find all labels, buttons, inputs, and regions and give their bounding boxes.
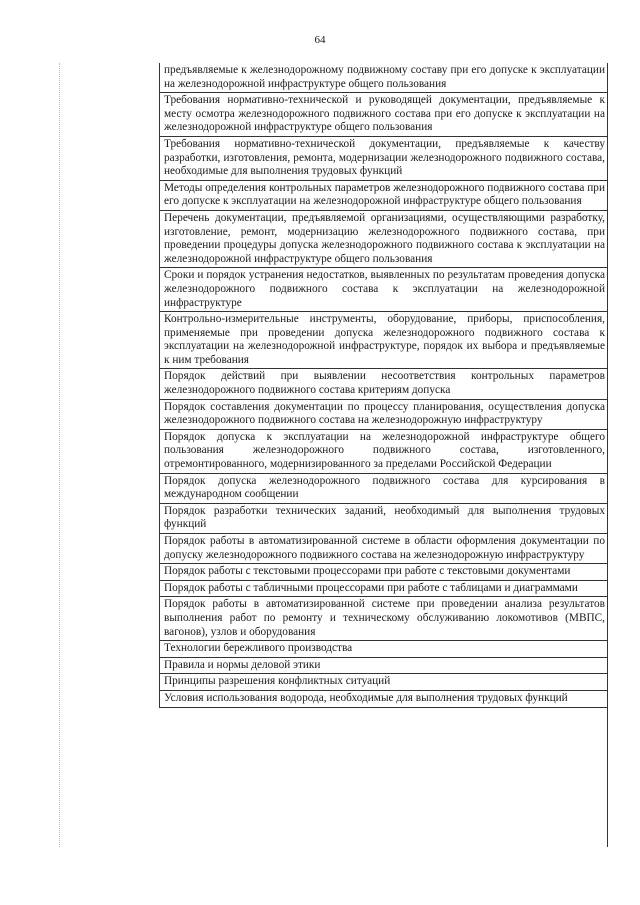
row-content-cell: [160, 581, 608, 598]
row-text: Принципы разрешения конфликтных ситуаций: [160, 674, 607, 691]
table-row: [59, 581, 607, 598]
row-text: Контрольно-измерительные инструменты, оборудование, приборы, приспособления, применяемые при проведении допуска железнодорожного подвижного состава к эксплуатации на железнодорожной инфраструктуре, порядок их выбора и предъявляемые к ним требования: [160, 312, 607, 369]
row-label-cell: [59, 581, 160, 598]
row-label-cell: [59, 691, 160, 708]
row-content-cell: [160, 211, 608, 268]
row-content-cell: [160, 369, 608, 399]
row-content-cell: [160, 312, 608, 369]
row-label-cell: [59, 430, 160, 474]
row-text: Методы определения контрольных параметров железнодорожного подвижного состава при его допуске к эксплуатации на железнодорожной инфраструктуре общего пользования: [160, 181, 607, 211]
table-row: [59, 564, 607, 581]
table-row: [59, 93, 607, 137]
row-text: Порядок действий при выявлении несоответствия контрольных параметров железнодорожного подвижного состава критериям допуска: [160, 369, 607, 399]
table-row: [59, 474, 607, 504]
knowledge-table: [59, 63, 607, 708]
row-text: Порядок составления документации по процессу планирования, осуществления допуска железнодорожного подвижного состава на железнодорожную инфраструктуру: [160, 400, 607, 430]
row-content-cell: [160, 564, 608, 581]
row-text: Порядок разработки технических заданий, необходимый для выполнения трудовых функций: [160, 504, 607, 534]
row-text: Требования нормативно-технической документации, предъявляемые к качеству разработки, изготовления, ремонта, модернизации железнодорожного подвижного состава, необходимые для выполнения трудовых функций: [160, 137, 607, 181]
row-content-cell: [160, 534, 608, 564]
row-label-cell: [59, 400, 160, 430]
row-label-cell: [59, 312, 160, 369]
row-text: предъявляемые к железнодорожному подвижному составу при его допуске к эксплуатации на железнодорожной инфраструктуре общего пользования: [160, 63, 607, 93]
row-text: Условия использования водорода, необходимые для выполнения трудовых функций: [160, 691, 607, 708]
row-content-cell: [160, 181, 608, 211]
row-label-cell: [59, 369, 160, 399]
table-body: [59, 63, 607, 708]
row-label-cell: [59, 674, 160, 691]
row-content-cell: [160, 691, 608, 708]
row-text: Перечень документации, предъявляемой организациями, осуществляющими разработку, изготовление, ремонт, модернизацию железнодорожного подвижного состава, при проведении процедуры допуска железнодорожного подвижного состава к эксплуатации на железнодорожной инфраструктуре общего пользования: [160, 211, 607, 268]
row-content-cell: [160, 400, 608, 430]
row-label-cell: [59, 93, 160, 137]
row-label-cell: [59, 641, 160, 658]
table-row: [59, 137, 607, 181]
table-row: [59, 268, 607, 312]
table-row: [59, 641, 607, 658]
row-text: Технологии бережливого производства: [160, 641, 607, 658]
row-content-cell: [160, 674, 608, 691]
table-row: [59, 312, 607, 369]
table-row: [59, 211, 607, 268]
row-content-cell: [160, 93, 608, 137]
row-content-cell: [160, 137, 608, 181]
table-row: [59, 674, 607, 691]
row-label-cell: [59, 504, 160, 534]
table-row: [59, 400, 607, 430]
row-label-cell: [59, 564, 160, 581]
table-row: [59, 691, 607, 708]
table-row: [59, 369, 607, 399]
table-right-border: [607, 63, 608, 847]
table-row: [59, 181, 607, 211]
table-row: [59, 430, 607, 474]
page-number: 64: [314, 34, 326, 46]
row-content-cell: [160, 474, 608, 504]
row-text: Порядок работы с текстовыми процессорами при работе с текстовыми документами: [160, 564, 607, 581]
row-content-cell: [160, 430, 608, 474]
row-content-cell: [160, 641, 608, 658]
row-text: Правила и нормы деловой этики: [160, 658, 607, 675]
table-row: [59, 597, 607, 641]
row-label-cell: [59, 534, 160, 564]
row-text: Порядок работы в автоматизированной системе в области оформления документации по допуску железнодорожного подвижного состава на железнодорожную инфраструктуру: [160, 534, 607, 564]
row-label-cell: [59, 474, 160, 504]
row-text: Сроки и порядок устранения недостатков, выявленных по результатам проведения допуска железнодорожного подвижного состава к эксплуатации на железнодорожной инфраструктуре: [160, 268, 607, 312]
row-text: Порядок допуска железнодорожного подвижного состава для курсирования в международном сообщении: [160, 474, 607, 504]
row-label-cell: [59, 137, 160, 181]
row-label-cell: [59, 181, 160, 211]
row-content-cell: [160, 268, 608, 312]
row-label-cell: [59, 63, 160, 93]
row-label-cell: [59, 268, 160, 312]
row-content-cell: [160, 63, 608, 93]
row-label-cell: [59, 597, 160, 641]
row-text: Порядок работы с табличными процессорами при работе с таблицами и диаграммами: [160, 581, 607, 598]
row-label-cell: [59, 211, 160, 268]
row-text: Требования нормативно-технической и руководящей документации, предъявляемые к месту осмотра железнодорожного подвижного состава при его допуске к эксплуатации на железнодорожной инфраструктуре общего пользования: [160, 93, 607, 137]
table-row: [59, 534, 607, 564]
row-text: Порядок допуска к эксплуатации на железнодорожной инфраструктуре общего пользования железнодорожного подвижного состава, изготовленного, отремонтированного, модернизированного за пределами Российской Федерации: [160, 430, 607, 474]
row-text: Порядок работы в автоматизированной системе при проведении анализа результатов выполнения работ по ремонту и техническому обслуживанию локомотивов (МВПС, вагонов), узлов и оборудования: [160, 597, 607, 641]
row-content-cell: [160, 504, 608, 534]
table-row: [59, 504, 607, 534]
table-row: [59, 63, 607, 93]
row-label-cell: [59, 658, 160, 675]
table-row: [59, 658, 607, 675]
row-content-cell: [160, 658, 608, 675]
row-content-cell: [160, 597, 608, 641]
